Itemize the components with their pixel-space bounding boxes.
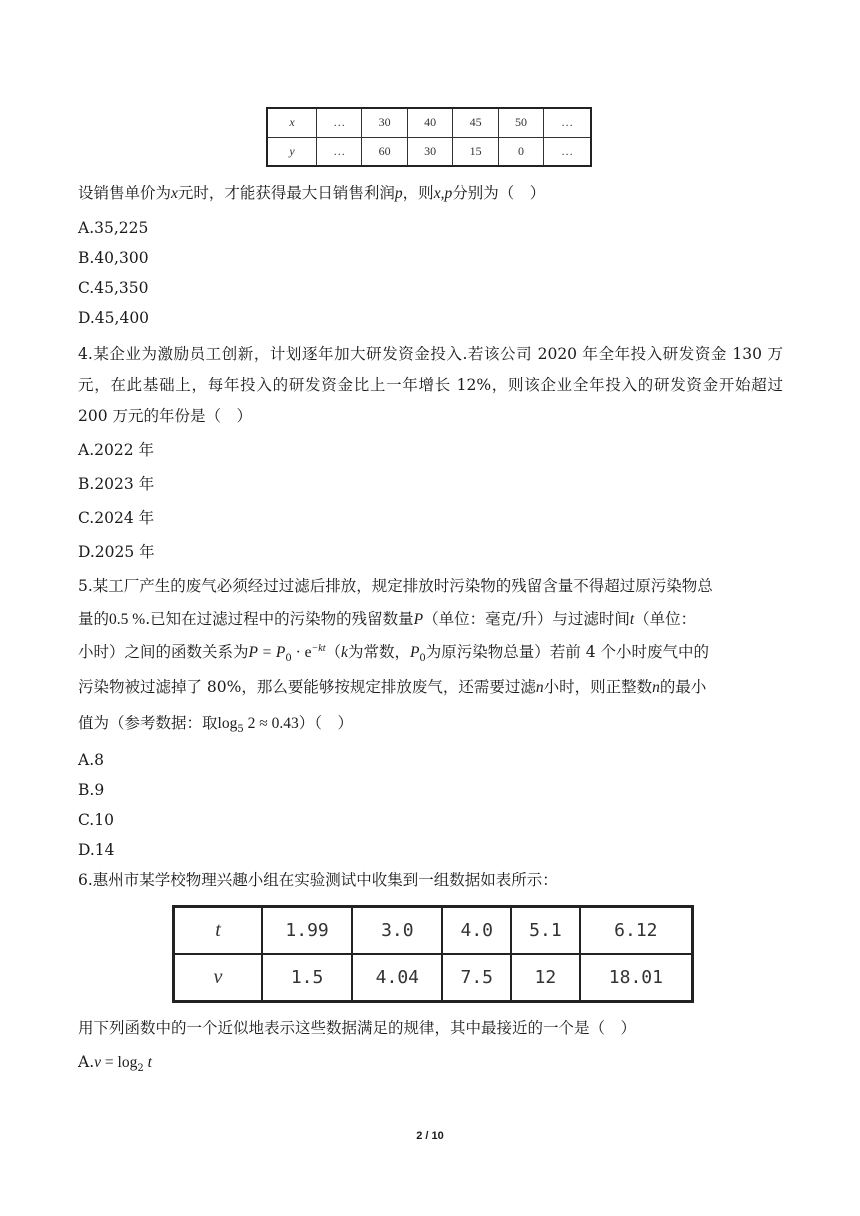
price-sales-table [266, 107, 592, 167]
var-P0: P [409, 644, 420, 661]
question-6-prompt: 用下列函数中的一个近似地表示这些数据满足的规律，其中最接近的一个是（ ） [78, 1019, 637, 1037]
stem-text: 小时）之间的函数关系为 [78, 643, 249, 661]
formula-log: = log [101, 1054, 138, 1071]
stem-text: （单位：毫克/升）与过滤时间 [423, 610, 630, 628]
var-n: n [652, 679, 660, 696]
table-cell: 15 [453, 137, 498, 166]
table-cell: 50 [498, 108, 543, 137]
table-cell: 40 [407, 108, 452, 137]
stem-text: 为原污染物总量）若前 4 个小时废气中的 [425, 643, 710, 661]
table-cell: 1.5 [262, 954, 352, 1002]
table-cell: 5.1 [511, 907, 580, 955]
stem-text: 污染物被过滤掉了 80%，那么要能够按规定排放废气，还需要过滤 [78, 678, 536, 696]
page-number: 2 / 10 [416, 1130, 444, 1142]
log-base: 2 [137, 1063, 144, 1075]
table-cell: 18.01 [580, 954, 693, 1002]
q4-option-c: C.2024 年 [78, 509, 155, 527]
var-k: k [341, 644, 348, 661]
subscript-0: 0 [419, 653, 426, 665]
q3-option-c: C.45,350 [78, 279, 149, 297]
subscript-0: 0 [285, 653, 292, 665]
table-cell: 3.0 [352, 907, 442, 955]
var-v: v [94, 1054, 102, 1071]
stem-text: 小时，则正整数 [543, 678, 653, 696]
question-5-line-1: 5.某工厂产生的废气必须经过过滤后排放，规定排放时污染物的残留含量不得超过原污染物总 [78, 577, 713, 595]
formula-e: · e [291, 644, 312, 661]
table-row [267, 137, 591, 166]
var-p: p [394, 185, 403, 202]
log-text: log [217, 715, 238, 732]
question-5-line-5 [78, 713, 783, 734]
var-t: t [143, 1054, 152, 1071]
q5-option-d: D.14 [78, 841, 115, 859]
q5-option-b: B.9 [78, 781, 105, 799]
q3-option-a: A.35,225 [78, 219, 149, 237]
question-5-line-4 [78, 677, 783, 698]
table-cell: 4.04 [352, 954, 442, 1002]
formula-exponent: −kt [311, 642, 326, 654]
table-cell: 6.12 [580, 907, 693, 955]
option-prefix: A. [78, 1053, 95, 1071]
formula-P: P = P [248, 644, 286, 661]
table-cell: 45 [453, 108, 498, 137]
stem-text: ，则 [402, 184, 434, 202]
question-4-stem: 4.某企业为激励员工创新，计划逐年加大研发资金投入.若该公司 2020 年全年投入研发资金 130 万元，在此基础上，每年投入的研发资金比上一年增长 12%，则该企业全年投入的研发资金开始超过 200 万元的年份是（ ） [78, 345, 783, 425]
stem-text: 0.5 % [109, 611, 146, 628]
table-cell: 1.99 [262, 907, 352, 955]
q5-option-c: C.10 [78, 811, 114, 829]
table-cell: 30 [362, 108, 407, 137]
table-header-x: x [267, 108, 317, 137]
table-cell: 12 [511, 954, 580, 1002]
var-x: x [171, 185, 178, 202]
table-row [174, 954, 693, 1002]
table-header-y: y [267, 137, 317, 166]
q3-option-b: B.40,300 [78, 249, 149, 267]
log-base: 5 [237, 724, 244, 736]
table-cell: 0 [498, 137, 543, 166]
table-row [267, 108, 591, 137]
table-cell: 4.0 [442, 907, 511, 955]
question-5-line-3 [78, 642, 783, 663]
stem-text: .已知在过滤过程中的污染物的残留数量 [145, 610, 414, 628]
table-row [174, 907, 693, 955]
question-3-stem [78, 183, 783, 204]
q3-option-d: D.45,400 [78, 309, 150, 327]
q4-option-a: A.2022 年 [78, 441, 154, 459]
table-cell: 30 [407, 137, 452, 166]
stem-text: 量的 [78, 610, 110, 628]
stem-text: 为常数， [347, 643, 410, 661]
q4-option-b: B.2023 年 [78, 475, 155, 493]
stem-text: 的最小 [659, 678, 707, 696]
var-P: P [413, 611, 424, 628]
q5-option-a: A.8 [78, 751, 104, 769]
question-5-line-2 [78, 609, 783, 630]
stem-text: 值为（参考数据：取 [78, 714, 218, 732]
table-cell: … [544, 108, 591, 137]
var-t: t [629, 611, 635, 628]
q4-option-d: D.2025 年 [78, 543, 155, 561]
table-header-t: t [174, 907, 263, 955]
table-cell: … [544, 137, 591, 166]
table-header-v: v [174, 954, 263, 1002]
var-n: n [535, 679, 544, 696]
var-xp: x,p [433, 185, 453, 202]
stem-text: （ [325, 643, 342, 661]
table-cell: … [317, 108, 362, 137]
table-cell: 60 [362, 137, 407, 166]
experiment-data-table [172, 905, 694, 1003]
stem-text: ）（ ） [298, 714, 353, 732]
table-cell: … [317, 137, 362, 166]
question-6-stem: 6.惠州市某学校物理兴趣小组在实验测试中收集到一组数据如表所示： [78, 871, 558, 889]
q6-option-a [78, 1052, 152, 1073]
stem-text: 设销售单价为 [78, 184, 172, 202]
table-cell: 7.5 [442, 954, 511, 1002]
stem-text: （单位： [634, 610, 697, 628]
stem-text: 元时，才能获得最大日销售利润 [177, 184, 395, 202]
log-rest: 2 ≈ 0.43 [243, 715, 299, 732]
stem-text: 分别为（ ） [452, 184, 546, 202]
